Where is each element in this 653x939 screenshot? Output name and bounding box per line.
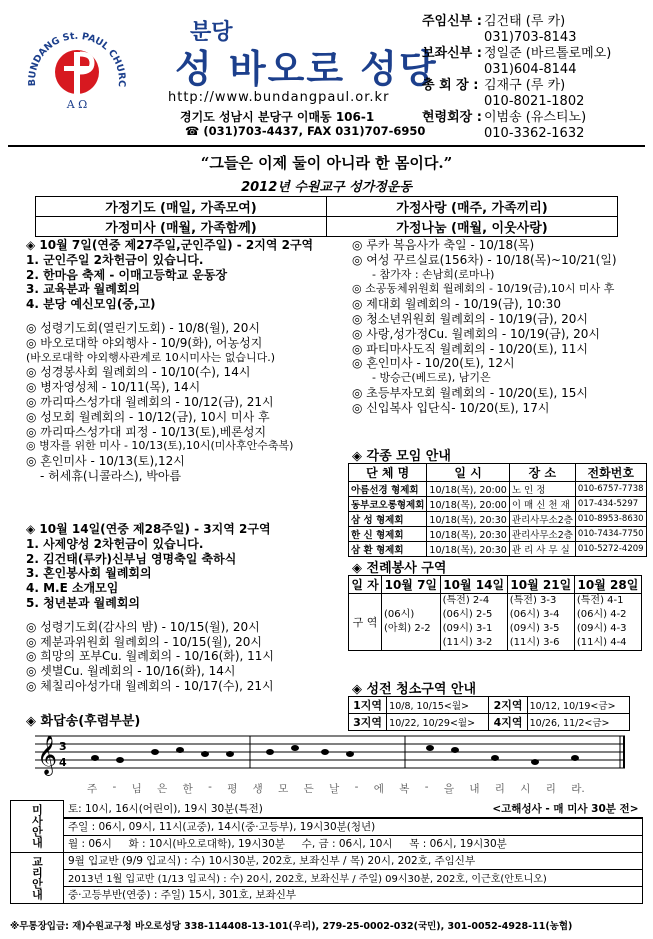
parish-small-title: 분당 <box>190 20 233 45</box>
event-note: - 허세휴(니콜라스), 박아름 <box>40 468 182 483</box>
hymn-heading: ◈ 화답송(후렴부분) <box>26 714 141 729</box>
staff-role: 주임신부 : <box>422 14 482 29</box>
event-item: ◎ 신입복사 입단식- 10/20(토), 17시 <box>352 400 550 415</box>
event-item: ◎ 병자영성체 - 10/11(목), 14시 <box>26 380 201 395</box>
table-row: 동부코오롱형제회 10/18(목), 20:00 이 매 신 천 재 017-434-5297 <box>349 497 647 512</box>
staff-role: 현령회장 : <box>422 110 482 125</box>
altar-cell: (아회) 2-2 <box>384 623 431 634</box>
mass-row: 주일 : 06시, 09시, 11시(교중), 14시(중·고등부), 19시30분(청년) <box>64 818 643 835</box>
svg-text:3: 3 <box>59 740 67 753</box>
meetings-table <box>348 463 647 557</box>
altar-cell: (11시) 3-2 <box>442 637 493 648</box>
left-column <box>26 238 346 484</box>
church-logo <box>22 20 132 112</box>
catechism-row: 중·고등부반(연중) : 주일) 15시, 301호, 보좌신부 <box>64 886 643 903</box>
staff-phone: 010-8021-1802 <box>484 94 585 109</box>
list-item: 3. 혼인봉사회 월례회의 <box>26 566 152 581</box>
mass-row: 토: 10시, 16시(어린이), 19시 30분(특전) <box>68 802 263 815</box>
parish-title: 성 바오로 성당 <box>175 47 438 91</box>
table-header: 전화번호 <box>575 464 646 482</box>
table-header: 일 시 <box>427 464 509 482</box>
altar-cell: (06시) <box>384 609 415 620</box>
altar-cell: (06시) 4-2 <box>576 609 627 620</box>
event-item: ◎ 사랑,성가정Cu. 월례회의 - 10/19(금), 20시 <box>352 326 601 341</box>
staff-list <box>422 14 611 142</box>
staff-phone: 010-3362-1632 <box>484 126 585 141</box>
confession-note: <고해성사 - 매 미사 30분 전> <box>492 802 639 815</box>
address: 경기도 성남시 분당구 이매동 106-1 <box>180 110 375 124</box>
event-item: ◎ 청소년위원회 월례회의 - 10/19(금), 20시 <box>352 311 589 326</box>
event-item: ◎ 파티마사도직 월례회의 - 10/20(토), 11시 <box>352 341 589 356</box>
list-item: 2. 김건태(루카)신부님 영명축일 축하식 <box>26 551 237 566</box>
event-note: - 참가자 : 손남희(로마나) <box>372 267 495 281</box>
staff-name: 김건태 (루 카) <box>484 14 566 29</box>
campaign-table <box>35 196 618 237</box>
altar-cell: (09시) 4-3 <box>576 623 627 634</box>
logo-symbols: A Ω <box>66 98 88 111</box>
event-note: (바오로대학 야외행사관계로 10시미사는 없습니다.) <box>26 350 276 364</box>
campaign-cell: 가정기도 (매일, 가족모여) <box>36 197 327 217</box>
table-header: 일 자 <box>349 576 382 594</box>
table-row: 삼 성 형제회 10/18(목), 20:30 관리사무소2층 010-8953-8630 <box>349 512 647 527</box>
event-item: ◎ 여성 꾸르실료(156차) - 10/18(목)~10/21(일) <box>352 252 617 267</box>
list-item: 3. 교육분과 월례회의 <box>26 282 141 297</box>
svg-text:4: 4 <box>59 756 67 769</box>
event-item: ◎ 제분과위원회 월례회의 - 10/15(월), 20시 <box>26 634 263 649</box>
altar-cell: (06시) 3-4 <box>509 609 560 620</box>
event-item: ◎ 성모회 월례회의 - 10/12(금), 10시 미사 후 <box>26 409 270 424</box>
list-item: 2. 한마음 축제 - 이매고등학교 운동장 <box>26 267 228 282</box>
table-header: 10월 21일 <box>507 576 574 594</box>
meetings-heading: ◈ 각종 모임 안내 <box>352 449 451 464</box>
list-item: 4. M.E 소개모임 <box>26 581 119 596</box>
event-item: ◎ 체칠리아성가대 월례회의 - 10/17(수), 21시 <box>26 678 274 693</box>
table-header: 단 체 명 <box>349 464 427 482</box>
altar-cell: (11시) 4-4 <box>576 637 627 648</box>
table-header: 10월 14일 <box>440 576 507 594</box>
website-url[interactable]: http://www.bundangpaul.or.kr <box>168 90 390 105</box>
catechism-side-label: 교리안내 <box>11 852 64 903</box>
event-item: ◎ 성령기도회(열린기도회) - 10/8(월), 20시 <box>26 320 260 335</box>
event-item: ◎ 소공동체위원회 월례회의 - 10/19(금),10시 미사 후 <box>352 282 615 296</box>
table-row: 3지역 10/22, 10/29<월> 4지역 10/26, 11/2<금> <box>349 714 630 731</box>
header-divider <box>8 145 645 147</box>
staff-phone: 031)604-8144 <box>484 62 577 77</box>
staff-role: 총 회 장 : <box>422 78 479 93</box>
mass-side-label: 미사안내 <box>11 801 64 853</box>
staff-name: 이범송 (유스티노) <box>484 110 587 125</box>
left-column-week2 <box>26 522 346 694</box>
altar-cell: (09시) 3-5 <box>509 623 560 634</box>
event-item: ◎ 혼인미사 - 10/20(토), 12시 <box>352 356 515 371</box>
event-item: ◎ 까리따스성가대 피정 - 10/13(토),베론성지 <box>26 424 267 439</box>
altar-cell: (특전) 3-3 <box>509 595 557 606</box>
table-row: 아름선경 형제회 10/18(목), 20:00 노 인 정 010-6757-7738 <box>349 482 647 497</box>
event-item: ◎ 혼인미사 - 10/13(토),12시 <box>26 454 185 469</box>
event-item: ◎ 성경봉사회 월례회의 - 10/10(수), 14시 <box>26 365 251 380</box>
campaign-cell: 가정미사 (매월, 가족함께) <box>36 217 327 237</box>
list-item: 5. 청년분과 월례회의 <box>26 595 141 610</box>
table-header: 10월 7일 <box>382 576 441 594</box>
altar-cell: (특전) 4-1 <box>576 595 624 606</box>
event-item: ◎ 성령기도회(감사의 밤) - 10/15(월), 20시 <box>26 619 260 634</box>
altar-cell: (09시) 3-1 <box>442 623 493 634</box>
phone-fax: ☎ (031)703-4437, FAX 031)707-6950 <box>185 124 426 138</box>
campaign-cell: 가정나눔 (매월, 이웃사랑) <box>327 217 618 237</box>
svg-text:BUNDANG St. PAUL CHURCH: BUNDANG St. PAUL CHURC <box>26 30 128 88</box>
staff-name: 김재구 (루 카) <box>484 78 566 93</box>
staff-phone: 031)703-8143 <box>484 30 577 45</box>
week1-heading: ◈ 10월 7일(연중 제27주일,군인주일) - 2지역 2구역 <box>26 238 314 252</box>
campaign-cell: 가정사랑 (매주, 가족끼리) <box>327 197 618 217</box>
altar-table <box>348 575 642 651</box>
catechism-row: 2013년 1월 입교반 (1/13 입교식) : 수) 20시, 202호, 보좌신부 / 주일) 09시30분, 202호, 이근호(안토니오) <box>64 869 643 886</box>
right-column <box>352 238 648 416</box>
clean-table <box>348 696 630 731</box>
mass-row: 월 : 06시 화 : 10시(바오로대학), 19시30분 수, 금 : 06시, 10시 목 : 06시, 19시30분 <box>64 835 643 852</box>
altar-cell: (11시) 3-6 <box>509 637 560 648</box>
campaign-title: 2012년 수원교구 성가정운동 <box>241 180 412 195</box>
bank-transfer-info: ※무통장입금: 재)수원교구청 바오로성당 338-114408-13-101(우리), 279-25-0002-032(국민), 301-0052-4928-11(농협) <box>10 921 573 932</box>
table-row: 삼 환 형제회 10/18(목), 20:30 관 리 사 무 실 010-5272-4209 <box>349 542 647 557</box>
treble-clef-icon: 𝄞 <box>37 735 58 775</box>
music-staff <box>35 728 625 796</box>
event-item: ◎ 희망의 포부Cu. 월례회의 - 10/16(화), 11시 <box>26 649 275 664</box>
event-item: ◎ 셋별Cu. 월례회의 - 10/16(화), 14시 <box>26 664 236 679</box>
event-item: ◎ 까리따스성가대 월례회의 - 10/12(금), 21시 <box>26 394 274 409</box>
table-header: 장 소 <box>509 464 575 482</box>
event-note: - 방승근(베드로), 남기은 <box>372 371 491 385</box>
table-row: 1지역 10/8, 10/15<월> 2지역 10/12, 10/19<금> <box>349 697 630 714</box>
event-item: ◎ 초등부자모회 월례회의 - 10/20(토), 15시 <box>352 385 589 400</box>
mass-info-table <box>10 800 643 904</box>
list-item: 1. 사제양성 2차헌금이 있습니다. <box>26 536 204 551</box>
catechism-row: 9월 입교반 (9/9 입교식) : 수) 10시30분, 202호, 보좌신부 / 목) 20시, 202호, 주임신부 <box>64 852 643 869</box>
list-item: 4. 분당 예신모임(중,고) <box>26 297 156 312</box>
event-item: ◎ 제대회 월례회의 - 10/19(금), 10:30 <box>352 297 561 312</box>
list-item: 1. 군인주일 2차헌금이 있습니다. <box>26 252 204 267</box>
event-item: ◎ 바오로대학 야외행사 - 10/9(화), 어농성지 <box>26 335 263 350</box>
week2-heading: ◈ 10월 14일(연중 제28주일) - 3지역 2구역 <box>26 522 271 536</box>
staff-name: 정일준 (바르톨로메오) <box>484 46 612 61</box>
staff-role: 보좌신부 : <box>422 46 482 61</box>
event-item: ◎ 루카 복음사가 축일 - 10/18(목) <box>352 238 535 252</box>
event-item: ◎ 병자를 위한 미사 - 10/13(토),10시(미사후안수축복) <box>26 439 294 453</box>
clean-heading: ◈ 성전 청소구역 안내 <box>352 682 477 697</box>
altar-cell: (06시) 2-5 <box>442 609 493 620</box>
altar-cell: (특전) 2-4 <box>442 595 490 606</box>
altar-label: 구 역 <box>349 594 382 651</box>
hymn-lyrics: 주 - 님 은 한 - 평 생 모 든 날 - 에 복 - 을 내 리 시 리 라. <box>87 781 585 795</box>
table-row: 한 신 형제회 10/18(목), 20:30 관리사무소2층 010-7434-7750 <box>349 527 647 542</box>
motto: “그들은 이제 둘이 아니라 한 몸이다.” <box>200 154 453 172</box>
table-header: 10월 28일 <box>574 576 641 594</box>
altar-heading: ◈ 전례봉사 구역 <box>352 561 447 576</box>
